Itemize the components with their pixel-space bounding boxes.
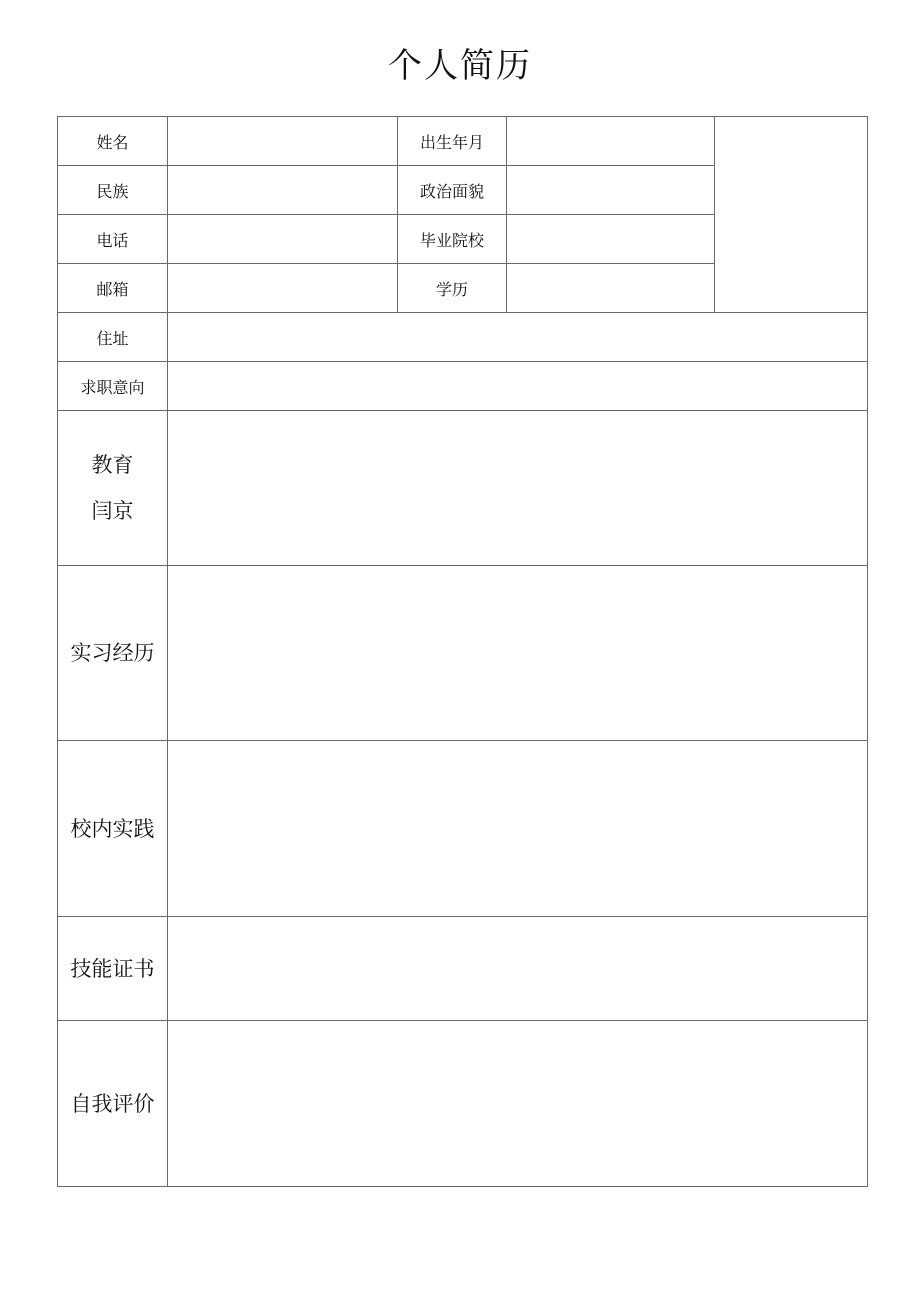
row-name: [58, 117, 868, 166]
internship-field[interactable]: [168, 566, 868, 741]
name-label: 姓名: [58, 117, 168, 166]
school-label: 毕业院校: [398, 215, 507, 264]
objective-field[interactable]: [168, 362, 868, 411]
self-evaluation-label: 自我评价: [58, 1021, 168, 1187]
row-self-evaluation: [58, 1021, 868, 1187]
photo-box[interactable]: [715, 117, 868, 313]
email-label: 邮箱: [58, 264, 168, 313]
skills-label: 技能证书: [58, 917, 168, 1021]
campus-practice-field[interactable]: [168, 741, 868, 917]
objective-label: 求职意向: [58, 362, 168, 411]
row-objective: [58, 362, 868, 411]
internship-label: 实习经历: [58, 566, 168, 741]
skills-field[interactable]: [168, 917, 868, 1021]
phone-label: 电话: [58, 215, 168, 264]
campus-practice-label: 校内实践: [58, 741, 168, 917]
degree-label: 学历: [398, 264, 507, 313]
education-label-line2: 闫京: [91, 499, 134, 523]
row-internship: [58, 566, 868, 741]
education-label-line1: 教育: [91, 453, 134, 477]
name-field[interactable]: [168, 117, 398, 166]
political-field[interactable]: [507, 166, 715, 215]
birth-field[interactable]: [507, 117, 715, 166]
page-title: 个人简历: [388, 46, 532, 86]
ethnicity-label: 民族: [58, 166, 168, 215]
education-field[interactable]: [168, 411, 868, 566]
self-evaluation-field[interactable]: [168, 1021, 868, 1187]
ethnicity-field[interactable]: [168, 166, 398, 215]
education-label: [58, 411, 168, 566]
row-campus-practice: [58, 741, 868, 917]
address-field[interactable]: [168, 313, 868, 362]
school-field[interactable]: [507, 215, 715, 264]
degree-field[interactable]: [507, 264, 715, 313]
row-education: [58, 411, 868, 566]
birth-label: 出生年月: [398, 117, 507, 166]
email-field[interactable]: [168, 264, 398, 313]
resume-table: [57, 116, 868, 1187]
political-label: 政治面貌: [398, 166, 507, 215]
row-address: [58, 313, 868, 362]
phone-field[interactable]: [168, 215, 398, 264]
row-skills: [58, 917, 868, 1021]
address-label: 住址: [58, 313, 168, 362]
